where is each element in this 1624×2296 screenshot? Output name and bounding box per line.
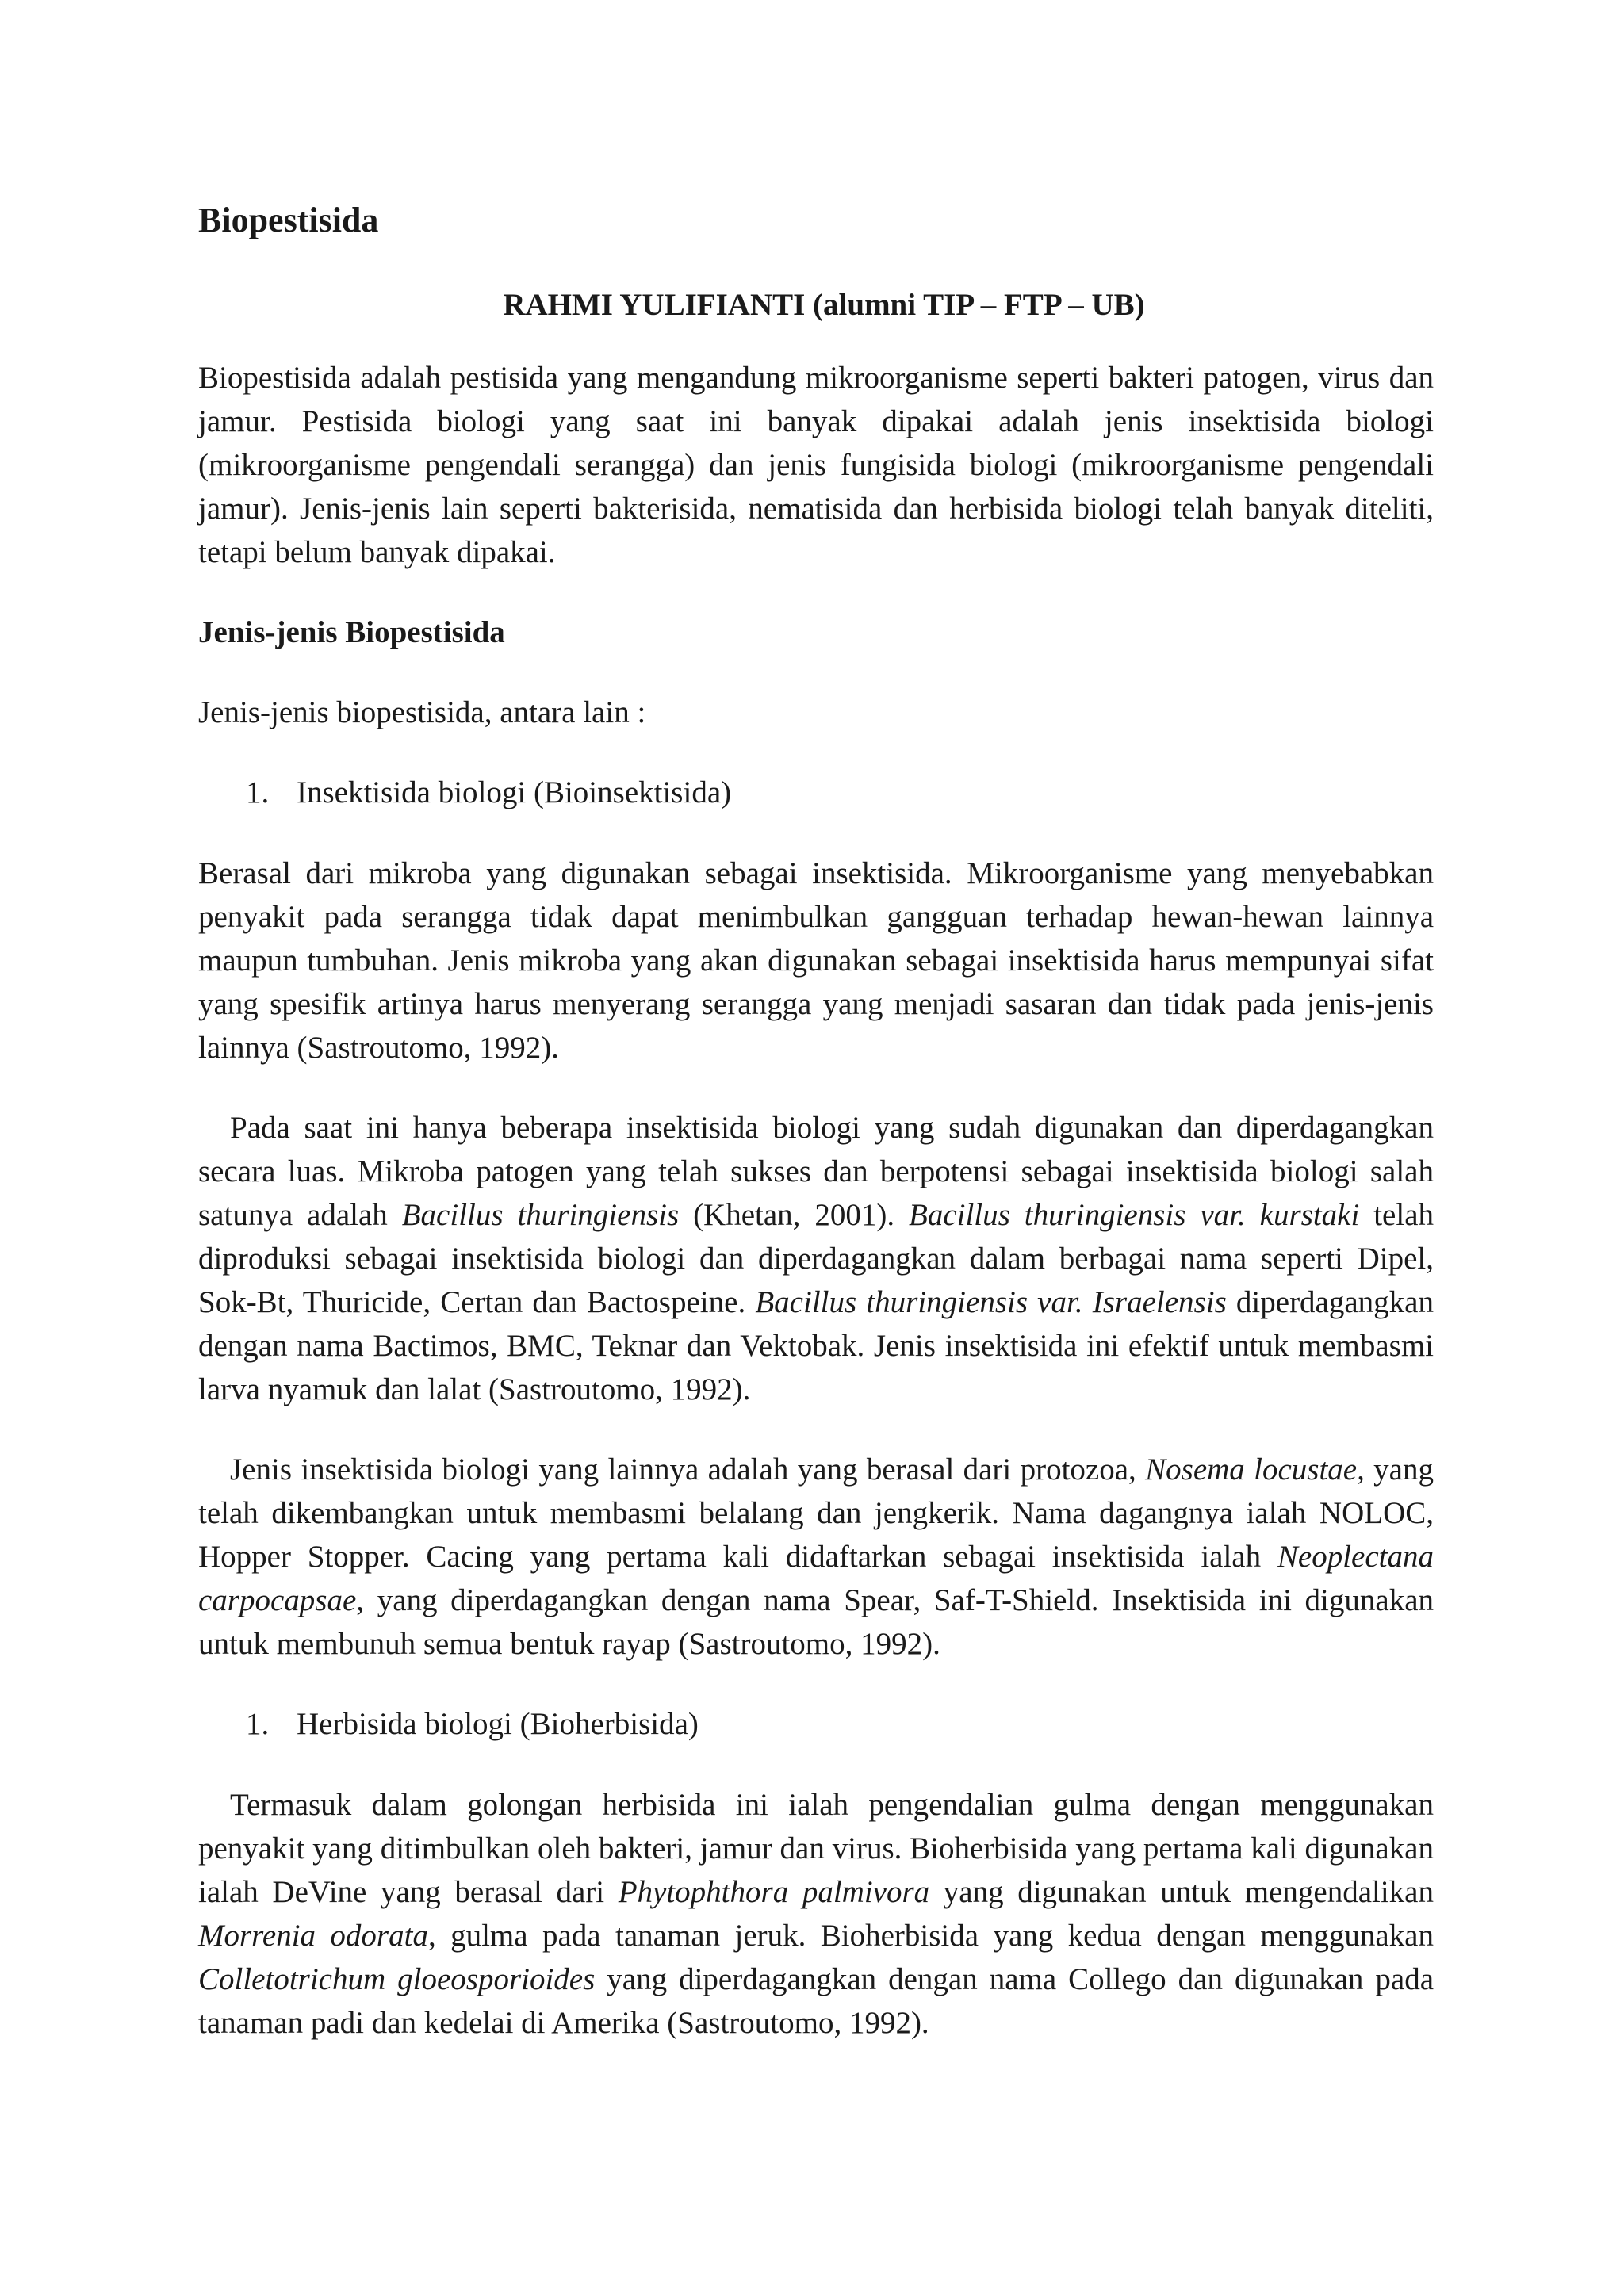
intro-paragraph: Biopestisida adalah pestisida yang mengandung mikroorganisme seperti bakteri patogen, virus dan jamur. Pestisida biologi yang saat ini banyak dipakai adalah jenis insektisida biologi (mikroorganisme pengendali serangga) dan jenis fungisida biologi (mikroorganisme pengendali jamur). Jenis-jenis lain seperti bakterisida, nematisida dan herbisida biologi telah banyak diteliti, tetapi belum banyak dipakai. (198, 361, 1434, 569)
species-name: Bacillus thuringiensis var. kurstaki (909, 1198, 1360, 1232)
list-number: 1. (246, 775, 270, 809)
list-label: Herbisida biologi (Bioherbisida) (297, 1707, 699, 1741)
paragraph-insektisida-3: Jenis insektisida biologi yang lainnya adalah yang berasal dari protozoa, Nosema locustae, yang telah dikembangkan untuk membasmi belalang dan jengkerik. Nama dagangnya ialah NOLOC, Hopper Stopper. Cacing yang pertama kali didaftarkan sebagai insektisida ialah Neoplectana carpocapsae, yang diperdagangkan dengan nama Spear, Saf-T-Shield. Insektisida ini digunakan untuk membunuh semua bentuk rayap (Sastroutomo, 1992). (198, 1452, 1434, 1661)
list-number: 1. (246, 1707, 270, 1741)
list-item-herbisida (246, 1702, 1434, 1746)
species-name: Colletotrichum gloeosporioides (198, 1962, 596, 1996)
species-name: Morrenia odorata (198, 1919, 428, 1953)
section-heading: Jenis-jenis Biopestisida (198, 615, 505, 649)
list-label: Insektisida biologi (Bioinsektisida) (297, 775, 732, 809)
species-name: Bacillus thuringiensis (401, 1198, 680, 1232)
species-name: Bacillus thuringiensis var. Israelensis (755, 1285, 1227, 1319)
paragraph-insektisida-1: Berasal dari mikroba yang digunakan sebagai insektisida. Mikroorganisme yang menyebabkan penyakit pada serangga tidak dapat menimbulkan gangguan terhadap hewan-hewan lainnya maupun tumbuhan. Jenis mikroba yang akan digunakan sebagai insektisida harus mempunyai sifat yang spesifik artinya harus menyerang serangga yang menjadi sasaran dan tidak pada jenis-jenis lainnya (Sastroutomo, 1992). (198, 856, 1434, 1065)
document-title: Biopestisida (198, 201, 379, 239)
author-line: RAHMI YULIFIANTI (alumni TIP – FTP – UB) (503, 288, 1145, 322)
paragraph-herbisida: Termasuk dalam golongan herbisida ini ialah pengendalian gulma dengan menggunakan penyakit yang ditimbulkan oleh bakteri, jamur dan virus. Bioherbisida yang pertama kali digunakan ialah DeVine yang berasal dari Phytophthora palmivora yang digunakan untuk mengendalikan Morrenia odorata, gulma pada tanaman jeruk. Bioherbisida yang kedua dengan menggunakan Colletotrichum gloeosporioides yang diperdagangkan dengan nama Collego dan digunakan pada tanaman padi dan kedelai di Amerika (Sastroutomo, 1992). (198, 1788, 1434, 2040)
species-name: Nosema locustae, (1145, 1452, 1365, 1487)
species-name: Phytophthora palmivora (618, 1875, 930, 1909)
section-intro: Jenis-jenis biopestisida, antara lain : (198, 695, 646, 729)
list-item-insektisida (246, 771, 1434, 814)
paragraph-insektisida-2: Pada saat ini hanya beberapa insektisida biologi yang sudah digunakan dan diperdagangkan secara luas. Mikroba patogen yang telah sukses dan berpotensi sebagai insektisida biologi salah satunya adalah Bacillus thuringiensis (Khetan, 2001). Bacillus thuringiensis var. kurstaki telah diproduksi sebagai insektisida biologi dan diperdagangkan dalam berbagai nama seperti Dipel, Sok-Bt, Thuricide, Certan dan Bactospeine. Bacillus thuringiensis var. Israelensis diperdagangkan dengan nama Bactimos, BMC, Teknar dan Vektobak. Jenis insektisida ini efektif untuk membasmi larva nyamuk dan lalat (Sastroutomo, 1992). (198, 1111, 1434, 1406)
species-name: Neoplectana carpocapsae (198, 1540, 1434, 1617)
